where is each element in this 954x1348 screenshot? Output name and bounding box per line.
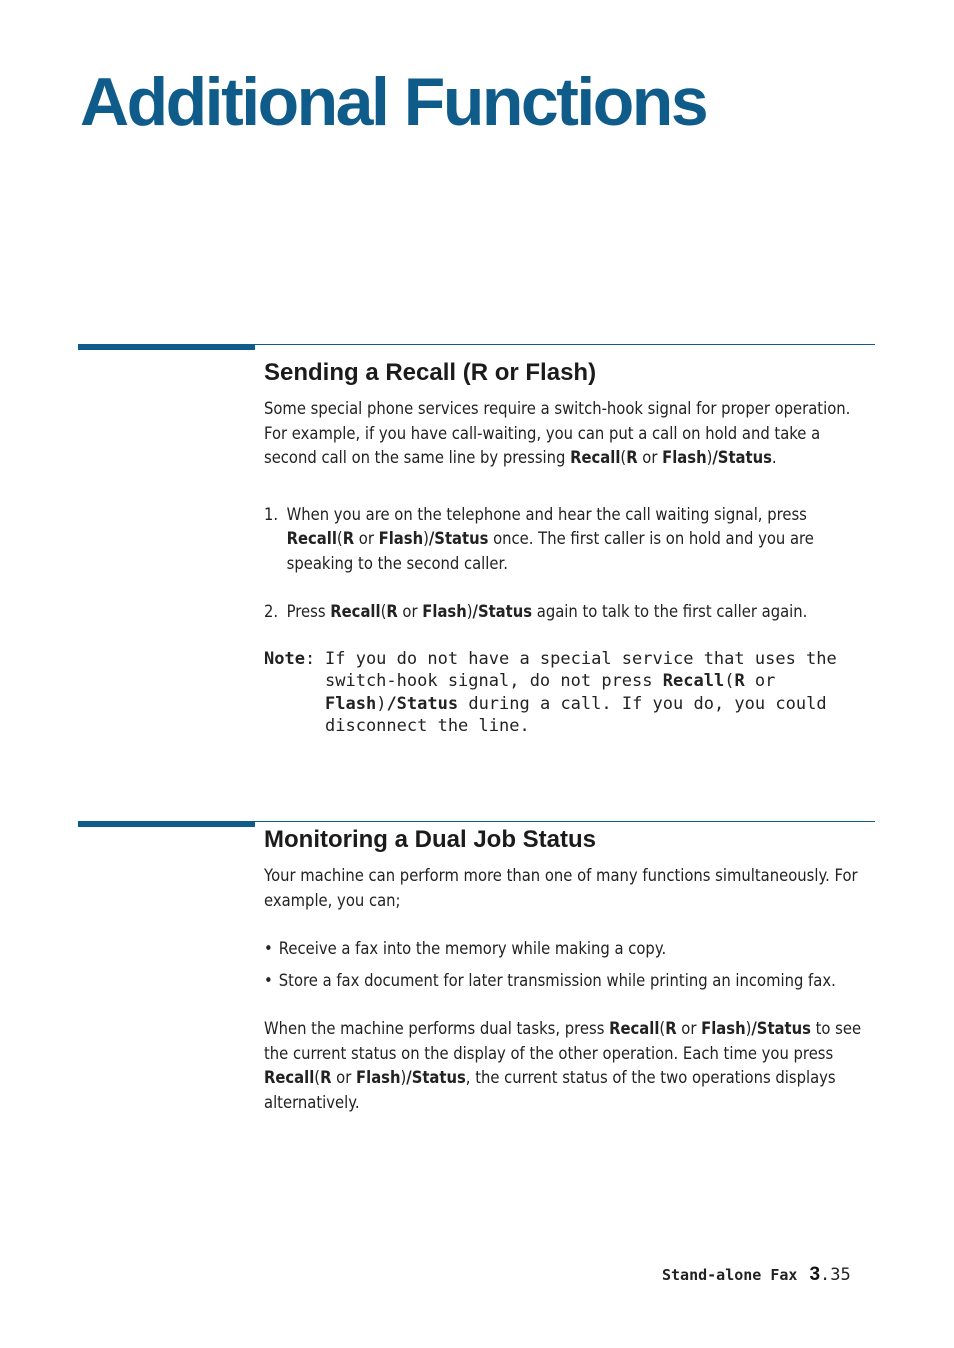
divider-accent-bar [78, 344, 255, 350]
page-footer [662, 1264, 851, 1286]
bullet-icon: • [264, 939, 273, 959]
section-closing: When the machine performs dual tasks, press Recall(R or Flash)/Status to see the current status on the display of the other operation. Each time you press Recall(R or Flash)/Status, the current status of the two operations displays alternatively. [264, 1019, 862, 1113]
step-text: When you are on the telephone and hear the call waiting signal, press Recall(R or Flash)/Status once. The first caller is on hold and you are speaking to the second caller. [286, 504, 814, 574]
section-intro: Some special phone services require a switch-hook signal for proper operation. For example, if you have call-waiting, you can put a call on hold and take a second call on the same line by pressing Recall(R or Flash)/Status. [264, 399, 851, 468]
numbered-step [264, 600, 873, 625]
step-number: 2. [264, 602, 279, 622]
note-text: If you do not have a special service that uses the switch-hook signal, do not press Recall(R or Flash)/Status during a call. If you do, you could disconnect the line. [325, 648, 837, 736]
section-heading: Monitoring a Dual Job Status [264, 826, 597, 853]
divider-line [255, 344, 875, 345]
footer-chapter-number: 3 [809, 1264, 821, 1285]
list-item: • Store a fax document for later transmission while printing an incoming fax. [264, 969, 873, 994]
section-heading: Sending a Recall (R or Flash) [264, 359, 597, 386]
section-sending-recall [264, 358, 884, 738]
section-intro: Your machine can perform more than one of many functions simultaneously. For example, you can; [264, 866, 858, 911]
divider-accent-bar [78, 821, 255, 827]
footer-page-number: .35 [820, 1265, 851, 1285]
note-label: Note [264, 648, 305, 669]
divider-line [255, 821, 875, 822]
step-text: Press Recall(R or Flash)/Status again to talk to the first caller again. [286, 602, 808, 622]
list-item: • Receive a fax into the memory while making a copy. [264, 937, 873, 962]
section-dual-job-status [264, 825, 884, 1115]
page-title: Additional Functions [80, 64, 707, 140]
step-number: 1. [264, 504, 279, 525]
note-block: Note: If you do not have a special service that uses the switch-hook signal, do not press Recall(R or Flash)/Status during a call. If you do, you could disconnect the line. [264, 648, 904, 738]
numbered-step [264, 503, 873, 577]
section-divider [78, 344, 875, 352]
bullet-icon: • [264, 970, 273, 991]
footer-section-label: Stand-alone Fax [662, 1266, 798, 1284]
